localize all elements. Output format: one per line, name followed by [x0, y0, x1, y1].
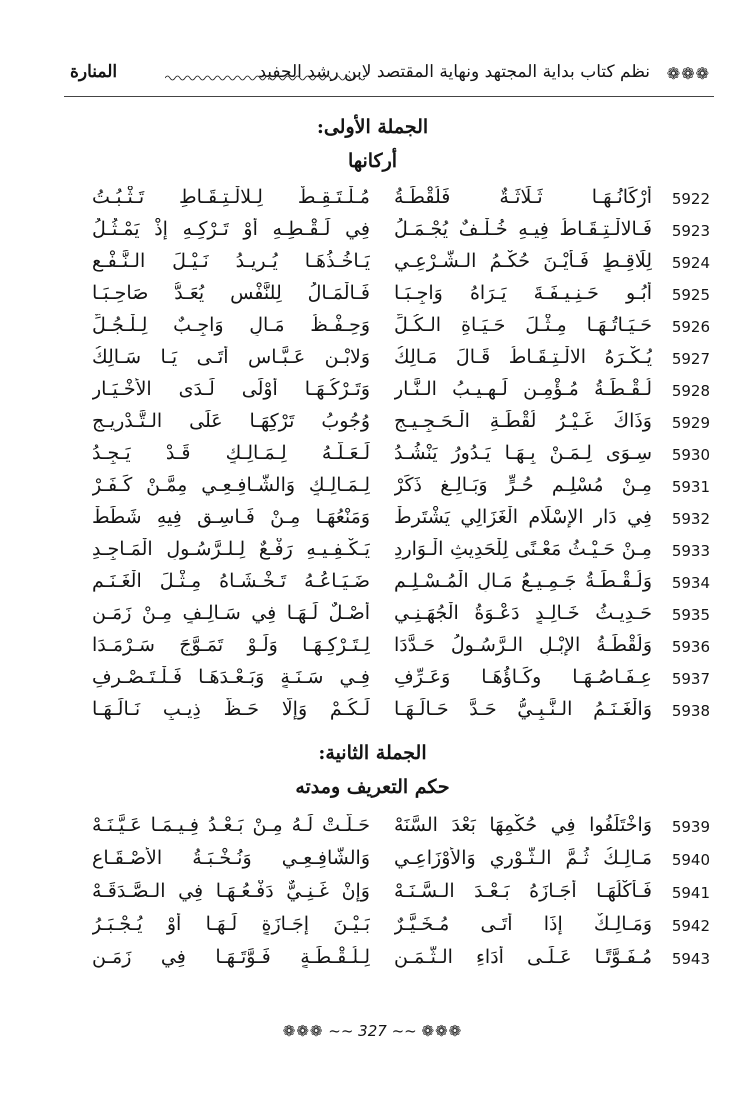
verse-second-hemistich: وَتَـرْكُـهَـا أَوْلَى لَـدَى الأَخْـيَـارِ	[92, 378, 370, 400]
verse-first-hemistich: وَمَـالِـكٌ إِذَا أَتَـى مُـخَـيَّـرٌ	[394, 913, 652, 935]
verse-second-hemistich: مُـلْـتَـقِـطٌ لِـلالْـتِـقَـاطِ تَـثْـبُـتُ	[92, 186, 370, 208]
verse-number: 5923	[671, 222, 710, 240]
wavy-divider	[165, 74, 365, 82]
verse-first-hemistich: وَلُقْطَـةُ الإِبْـلِ الـرَّسُـولُ حَـدَّدَا	[394, 634, 652, 656]
verse-second-hemistich: يَـاخُـذُهَـا يُـرِيـدُ نَـيْـلَ الـنَّـفْـعِ	[92, 250, 370, 272]
verse-number: 5937	[671, 670, 710, 688]
verse-row	[60, 250, 710, 282]
footer-dash: ~~	[391, 1022, 417, 1040]
verse-second-hemistich: لِـمَـالِـكٍ وَالشَّـافِـعِـي مِمَّـنْ كَـفَـرْ	[92, 474, 370, 496]
verse-second-hemistich: وَحِـفْـظُ مَـالٍ وَاجِـبٌ لِـلْـجُـلِّ	[92, 314, 370, 336]
verse-row	[60, 474, 710, 506]
verse-row	[60, 378, 710, 410]
section2-subtitle: حكم التعريف ومدته	[295, 776, 450, 798]
verse-row	[60, 410, 710, 442]
verse-second-hemistich: فَـالْمَـالُ لِلنَّفْسِ يُعَـدُّ صَاحِـبَـا	[92, 282, 370, 304]
running-title: المنارة	[70, 62, 118, 82]
verse-first-hemistich: أَبُـو حَـنِـيـفَـةَ يَـرَاهُ وَاجِـبَـا	[394, 282, 652, 304]
verse-number: 5926	[671, 318, 710, 336]
verse-row	[60, 602, 710, 634]
verse-number: 5938	[671, 702, 710, 720]
verse-second-hemistich: لَـكُـمْ وَإِلَّا حَـظُّ ذِيـبٍ نَـالَـهَـا	[92, 698, 370, 720]
verse-second-hemistich: فِي لَـقْـطِـهِ أَوْ تَـرْكِـهِ إِذْ يَمْـثُـلُ	[92, 218, 370, 240]
verse-number: 5940	[671, 851, 710, 869]
verse-row	[60, 666, 710, 698]
verse-second-hemistich: يَـكْـفِـيـهِ رَفْـعٌ لِـلـرَّسُـولِ الْمَـاجِـدِ	[92, 538, 370, 560]
verse-number: 5934	[671, 574, 710, 592]
verse-number: 5927	[671, 350, 710, 368]
verse-row	[60, 913, 710, 945]
section1-subtitle: أركانها	[347, 150, 398, 172]
page-number: 327	[358, 1022, 387, 1040]
verse-row	[60, 538, 710, 570]
verse-first-hemistich: لُـقْـطَـةُ مُـؤْمِـنٍ لَـهِـيـبُ الـنَّـارِ	[394, 378, 652, 400]
verse-first-hemistich: حَـيَـاتُـهَـا مِـثْـلَ حَـيَـاةِ الـكُـلِّ	[394, 314, 652, 336]
verse-row	[60, 282, 710, 314]
header-ornament: ❁❁❁	[666, 64, 710, 83]
verse-first-hemistich: مِـنْ حَـيْـثُ مَعْـنًى لِلْحَدِيثِ الْـوَارِدِ	[394, 538, 652, 560]
verse-number: 5939	[671, 818, 710, 836]
footer-dash: ~~	[328, 1022, 354, 1040]
verse-second-hemistich: لِـتَـرْكِـهَـا وَلَـوْ تَمَـوَّجَ سَـرْمَـدَا	[92, 634, 370, 656]
verse-second-hemistich: وُجُوبُ تَرْكِهَـا عَلَى الـتَّـدْرِيـجِ	[92, 410, 370, 432]
verse-second-hemistich: فِـي سَـنَـةٍ وَبَـعْـدَهَـا فَـلْـتَـصْـرِفِ	[92, 666, 370, 688]
verse-row	[60, 634, 710, 666]
verse-second-hemistich: بَـيْـنَ إِجَـازَةٍ لَـهَـا أَوْ يُـجْـبَـرُ	[92, 913, 370, 935]
verse-second-hemistich: وَلابْـنِ عَـبَّـاسٍ أَتَـى يَـا سَـالِكُ	[92, 346, 370, 368]
verse-number: 5936	[671, 638, 710, 656]
verse-row	[60, 314, 710, 346]
verse-row	[60, 186, 710, 218]
verse-number: 5929	[671, 414, 710, 432]
verse-number: 5931	[671, 478, 710, 496]
section2-title: الجملة الثانية:	[318, 742, 427, 764]
page-footer	[0, 1022, 745, 1040]
verse-number: 5924	[671, 254, 710, 272]
header-rule	[64, 96, 714, 97]
verse-first-hemistich: لِلَاقِـطٍ فَـأَيْـنَ حُكْـمُ الـشَّـرْعِـي	[394, 250, 652, 272]
verse-second-hemistich: لَـعَـلَّـهُ لِـمَـالِـكٍ قَـدْ يَـجِـدُ	[92, 442, 370, 464]
verse-second-hemistich: ضَـيَـاعُـهُ تَـخْـشَـاهُ مِـثْـلَ الْغَـنَـمِ	[92, 570, 370, 592]
verse-first-hemistich: حَـدِيـثُ خَـالِـدٍ دَعْـوَةُ الْجُهَـنِـي	[394, 602, 652, 624]
verse-first-hemistich: مُـفَـوَّتًـا عَـلَـى أَدَاءِ الـثَّـمَـنِ	[394, 946, 652, 968]
verse-number: 5922	[671, 190, 710, 208]
verse-second-hemistich: وَمَنْعُهَـا مِـنْ فَـاسِـقٍ فِيهِ شَطَطْ	[92, 506, 370, 528]
verse-row	[60, 814, 710, 846]
verse-number: 5941	[671, 884, 710, 902]
verse-row	[60, 506, 710, 538]
footer-ornament-left: ❁❁❁	[282, 1022, 324, 1040]
footer-ornament-right: ❁❁❁	[421, 1022, 463, 1040]
verse-row	[60, 442, 710, 474]
verse-first-hemistich: وَلُـقْـطَـةُ جَـمِـيـعُ مَـالِ الْمُـسْـلِـمِ	[394, 570, 652, 592]
verse-number: 5943	[671, 950, 710, 968]
verse-first-hemistich: وَالْغَـنَـمُ الـنَّـبِـيُّ حَـدَّ حَـالَـهَـا	[394, 698, 652, 720]
verse-second-hemistich: أَصْـلٌ لَـهَـا فِي سَـالِـفٍ مِـنْ زَمَـنِ	[92, 602, 370, 624]
verse-first-hemistich: أَرْكَانُـهَـا ثَـلَاثَـةٌ فَلُقْطَـةُ	[394, 186, 652, 208]
verse-second-hemistich: حَـلَّـتْ لَـهُ مِـنْ بَـعْـدُ فِـيـمَـا عَـيَّـنَـهْ	[92, 814, 370, 836]
verse-row	[60, 847, 710, 879]
verse-row	[60, 346, 710, 378]
verse-first-hemistich: عِـفَـاصُـهَـا وِكَـاؤُهَـا وَعَـرِّفِ	[394, 666, 652, 688]
verse-number: 5928	[671, 382, 710, 400]
verse-row	[60, 570, 710, 602]
verse-first-hemistich: سِـوَى لِـمَـنْ بِـهَـا يَـدُورُ يَنْشُـدُ	[394, 442, 652, 464]
verse-second-hemistich: وَالشَّافِـعِـي وَنُـخْـبَـةُ الأَصْـقَـاعِ	[92, 847, 370, 869]
section1-title: الجملة الأولى:	[316, 116, 429, 138]
verse-first-hemistich: يُـكْـرَهُ الالْـتِـقَـاطُ قَـالَ مَـالِكُ	[394, 346, 652, 368]
verse-number: 5935	[671, 606, 710, 624]
verse-first-hemistich: مَـالِـكُ ثُـمَّ الـثَّـوْرِي وَالأَوْزَاعِـي	[394, 847, 652, 869]
verse-second-hemistich: وَإِنْ غَـنِـيٌّ دَفْـعُـهَـا فِي الـصَّـدَقَـهْ	[92, 880, 370, 902]
verse-row	[60, 698, 710, 730]
verse-row	[60, 880, 710, 912]
verse-first-hemistich: فَـالالْـتِـقَـاطُ فِيـهِ خُـلْـفٌ يُجْـمَـلُ	[394, 218, 652, 240]
verse-row	[60, 946, 710, 978]
verse-first-hemistich: وَاخْتَلَفُوا فِي حُكْمِهَا بَعْدَ السَّنَهْ	[394, 814, 652, 836]
verse-number: 5942	[671, 917, 710, 935]
verse-first-hemistich: فَـأَكْلُهَـا أَجَـازَهُ بَـعْـدَ الـسَّـنَـهْ	[394, 880, 652, 902]
book-title: نظم كتاب بداية المجتهد ونهاية المقتصد لابن رشد الحفيد	[258, 62, 650, 82]
verse-number: 5932	[671, 510, 710, 528]
verse-number: 5933	[671, 542, 710, 560]
verse-first-hemistich: فِي دَارِ الإِسْلَامِ الْغَزَالِي يَشْتَرِطْ	[394, 506, 652, 528]
verse-second-hemistich: لِـلُـقْـطَـةٍ فَـوَّتَـهَـا فِي زَمَـنِ	[92, 946, 370, 968]
verse-row	[60, 218, 710, 250]
verse-first-hemistich: مِـنْ مُسْلِـمٍ حُـرٍّ وَبَـالِـغٍ ذَكَرْ	[394, 474, 652, 496]
verse-first-hemistich: وَذَاكَ غَـيْـرُ لُقْطَـةِ الْـحَـجِـيـجِ	[394, 410, 652, 432]
verse-number: 5930	[671, 446, 710, 464]
page-header	[70, 58, 710, 92]
verse-number: 5925	[671, 286, 710, 304]
